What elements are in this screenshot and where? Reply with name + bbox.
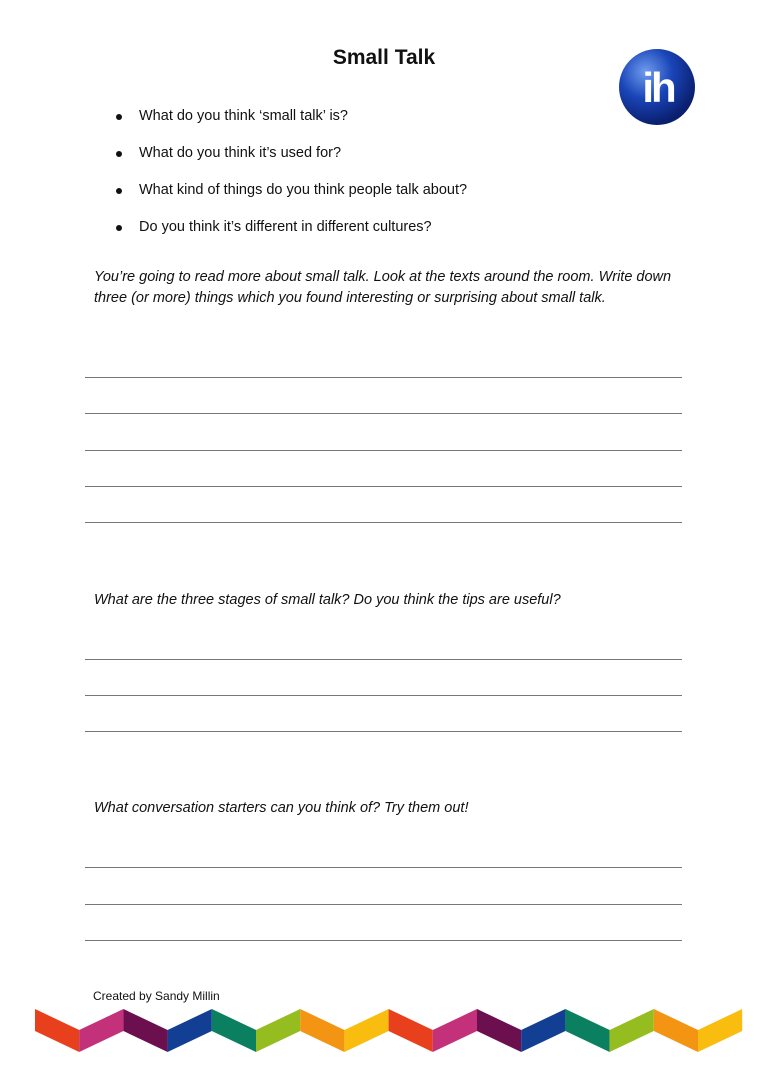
svg-text:ih: ih <box>642 64 674 111</box>
page-title: Small Talk <box>332 46 436 69</box>
zigzag-segment <box>521 1009 565 1052</box>
zigzag-segment <box>610 1009 654 1052</box>
zigzag-segment <box>654 1009 698 1052</box>
zigzag-segment <box>698 1009 742 1052</box>
zigzag-segment <box>35 1009 79 1052</box>
zigzag-segment <box>389 1009 433 1052</box>
zigzag-segment <box>256 1009 300 1052</box>
zigzag-segment <box>212 1009 256 1052</box>
prompt-1: You’re going to read more about small talk. Look at the texts around the room. Write down three (or more) things which you found interesting or surprising about small talk. <box>94 269 672 306</box>
zigzag-segment <box>79 1009 123 1052</box>
prompt-3: What conversation starters can you think of? Try them out! <box>94 800 469 816</box>
zigzag-segment <box>565 1009 609 1052</box>
zigzag-segment <box>344 1009 388 1052</box>
credit-text: Created by Sandy Millin <box>93 989 220 1003</box>
zigzag-segment <box>433 1009 477 1052</box>
question-item: What do you think ‘small talk’ is? <box>114 108 467 145</box>
zigzag-segment <box>477 1009 521 1052</box>
question-item: Do you think it’s different in different cultures? <box>114 219 467 256</box>
zigzag-segment <box>123 1009 167 1052</box>
question-item: What do you think it’s used for? <box>114 145 467 182</box>
question-item: What kind of things do you think people talk about? <box>114 182 467 219</box>
zigzag-segment <box>300 1009 344 1052</box>
zigzag-segment <box>168 1009 212 1052</box>
prompt-2: What are the three stages of small talk? Do you think the tips are useful? <box>94 592 561 608</box>
